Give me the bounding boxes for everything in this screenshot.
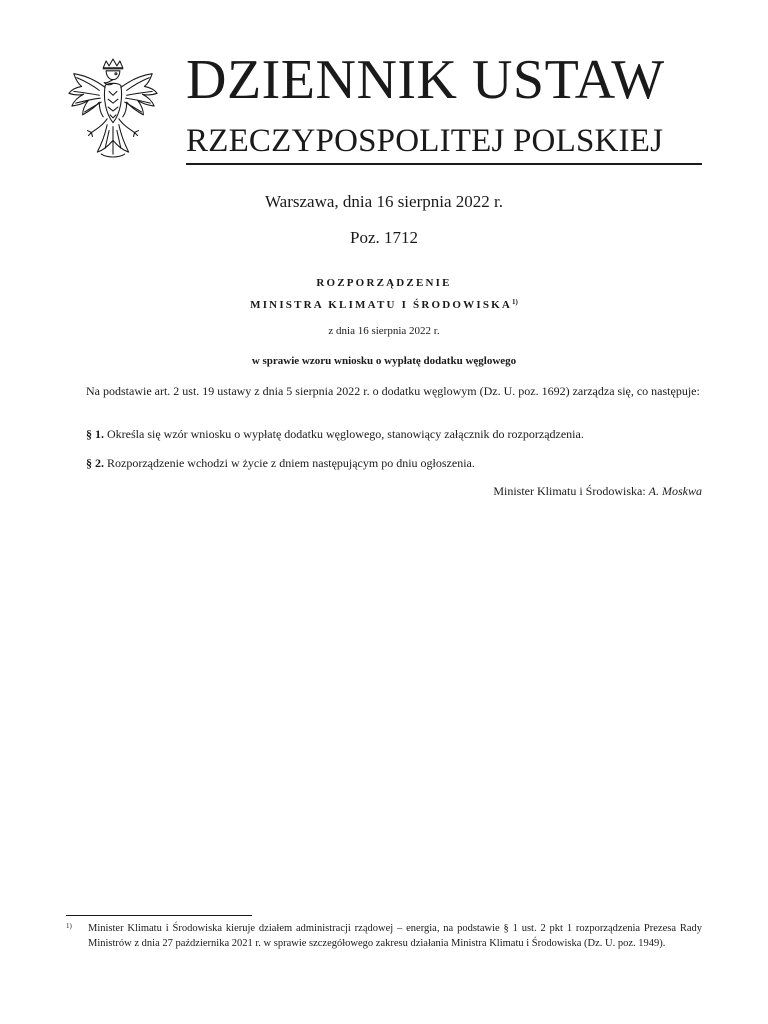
section-text: Rozporządzenie wchodzi w życie z dniem następującym po dniu ogłoszenia. xyxy=(107,456,475,470)
signature-line xyxy=(66,483,702,499)
footnote-divider xyxy=(66,915,252,916)
masthead-divider xyxy=(186,163,702,165)
section-number: § 2. xyxy=(86,456,104,470)
section-number: § 1. xyxy=(86,427,104,441)
journal-title: DZIENNIK USTAW xyxy=(186,49,665,111)
footnote-reference[interactable]: 1) xyxy=(512,298,518,306)
act-authority-heading xyxy=(0,295,768,312)
signer-name: A. Moskwa xyxy=(648,484,702,498)
section-paragraph-1 xyxy=(66,426,702,442)
journal-subtitle: RZECZYPOSPOLITEJ POLSKIEJ xyxy=(186,123,664,159)
intro-paragraph: Na podstawie art. 2 ust. 19 ustawy z dnia 5 sierpnia 2022 r. o dodatku węglowym (Dz. U. poz. 1692) zarządza się, co następuje: xyxy=(86,384,700,398)
act-subject: w sprawie wzoru wniosku o wypłatę dodatku węglowego xyxy=(251,355,517,367)
act-authority-text: MINISTRA KLIMATU I ŚRODOWISKA xyxy=(250,299,513,311)
act-type-heading: ROZPORZĄDZENIE xyxy=(316,277,452,289)
footnote-marker: 1) xyxy=(66,922,72,930)
section-text: Określa się wzór wniosku o wypłatę dodatku węglowego, stanowiący załącznik do rozporządzenia. xyxy=(107,427,584,441)
publication-date: Warszawa, dnia 16 sierpnia 2022 r. xyxy=(265,192,503,211)
signer-role: Minister Klimatu i Środowiska: xyxy=(493,484,646,498)
polish-white-eagle-emblem-icon xyxy=(64,56,162,162)
position-number: Poz. 1712 xyxy=(350,228,418,247)
act-date: z dnia 16 sierpnia 2022 r. xyxy=(328,325,440,337)
footnote-text: Minister Klimatu i Środowiska kieruje działem administracji rządowej – energia, na podstawie § 1 ust. 2 pkt 1 rozporządzenia Prezesa Rady Ministrów z dnia 27 października 2021 r. w sprawie szczegółowego zakresu działania Ministra Klimatu i Środowiska (Dz. U. poz. 1949). xyxy=(88,923,702,949)
section-paragraph-2 xyxy=(66,455,702,471)
